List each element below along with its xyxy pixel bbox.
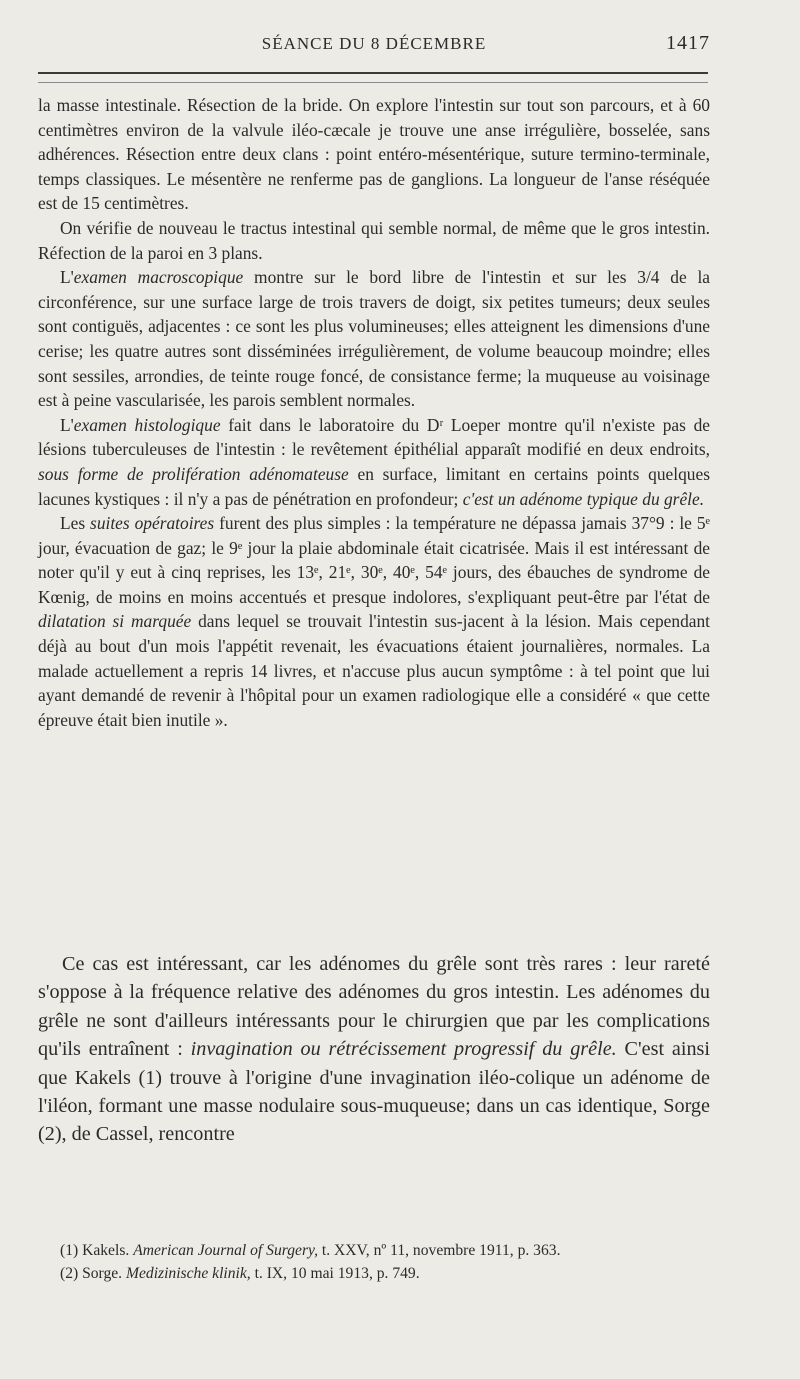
text-segment: montre sur le bord libre de l'intestin et sur les 3/4 de la circonférence, sur une surface large de trois travers de doigt, six petites tumeurs; deux seules sont contiguës, adjacentes : ce sont les plus volumineuses; elles atteignent les dimensions d'une cerise; les quatre autres sont disséminées irrégulièrement, de volume beaucoup moindre; elles sont sessiles, arrondies, de teinte rouge foncé, de consistance ferme; la muqueuse au voisinage est à peine vascularisée, les parois semblent normales. — [38, 267, 711, 411]
text-segment: (2) Sorge. — [60, 1264, 126, 1282]
text-segment: la masse intestinale. Résection de la bride. On explore l'intestin sur tout son parcours, et à 60 centimètres environ de la valvule iléo-cæcale je trouve une anse irrégulière, bosselée, sans adhérences. Résection entre deux clans : point entéro-mésentérique, suture termino-terminale, temps classiques. Le mésentère ne renferme pas de ganglions. La longueur de l'anse réséquée est de 15 centimètres. — [38, 95, 710, 214]
paragraph — [38, 511, 710, 732]
text-segment: t. IX, 10 mai 1913, p. 749. — [250, 1264, 420, 1282]
paragraph — [38, 265, 710, 413]
commentary-text — [38, 950, 710, 1149]
footnote — [38, 1240, 710, 1263]
page-number: 1417 — [666, 32, 710, 54]
italic-segment: dilatation si marquée — [38, 611, 192, 632]
italic-segment: c'est un adénome typique du grêle. — [462, 488, 705, 509]
paragraph — [38, 216, 710, 265]
text-segment: On vérifie de nouveau le tractus intestinal qui semble normal, de même que le gros intestin. Réfection de la paroi en 3 plans. — [38, 217, 710, 263]
text-segment: t. XXV, nº 11, novembre 1911, p. 363. — [317, 1242, 561, 1259]
text-segment: dans lequel se trouvait l'intestin sus-jacent à la lésion. Mais cependant déjà au bout d'un mois l'appétit revenait, les évacuations étaient journalières, normales. La malade actuellement a repris 14 livres, et n'accuse plus aucun symptôme : à tel point que lui ayant demandé de revenir à l'hôpital pour un examen radiologique elle a considéré « que cette épreuve était bien inutile ». — [38, 611, 711, 730]
italic-segment: Medizinische klinik, — [125, 1264, 251, 1282]
running-head — [38, 34, 710, 60]
text-segment: fait dans le laboratoire du Dʳ Loeper montre qu'il n'existe pas de lésions tuberculeuses de l'intestin : le revêtement épithélial apparaît modifié en deux endroits, — [38, 414, 710, 460]
running-title: SÉANCE DU 8 DÉCEMBRE — [261, 34, 487, 53]
text-segment: L' — [60, 267, 74, 288]
paragraph — [38, 93, 710, 216]
commentary-paragraph — [38, 950, 710, 1149]
italic-segment: invagination ou rétrécissement progressif du grêle. — [190, 1038, 617, 1061]
footnotes — [38, 1240, 710, 1285]
italic-segment: American Journal of Surgery, — [133, 1242, 318, 1259]
text-segment: en surface, limitant en certains points quelques lacunes kystiques : il n'y a pas de pénétration en profondeur; — [38, 463, 710, 509]
text-segment: (1) Kakels. — [60, 1242, 134, 1259]
text-segment: C'est ainsi que Kakels (1) trouve à l'origine d'une invagination iléo-colique un adénome de l'iléon, formant une masse nodulaire sous-muqueuse; dans un cas identique, Sorge (2), de Cassel, rencontre — [38, 1038, 711, 1146]
footnote — [38, 1263, 710, 1286]
header-rule-thin — [38, 82, 708, 83]
header-rule-thick — [38, 72, 708, 74]
italic-segment: suites opératoires — [90, 513, 215, 534]
text-segment: furent des plus simples : la température ne dépassa jamais 37°9 : le 5ᵉ jour, évacuation de gaz; le 9ᵉ jour la plaie abdominale était cicatrisée. Mais il est intéressant de noter qu'il y eut à cinq reprises, les 13ᵉ, 21ᵉ, 30ᵉ, 40ᵉ, 54ᵉ jours, des ébauches de syndrome de Kœnig, de moins en moins accentués et presque indolores, s'expliquant peut-être par l'état de — [38, 513, 710, 607]
italic-segment: examen histologique — [73, 414, 221, 435]
italic-segment: sous forme de prolifération adénomateuse — [38, 463, 349, 484]
italic-segment: examen macroscopique — [73, 267, 244, 288]
paragraph — [38, 413, 710, 511]
text-segment: Les — [60, 513, 91, 534]
body-text — [38, 93, 710, 732]
text-segment: Ce cas est intéressant, car les adénomes du grêle sont très rares : leur rareté s'oppose à la fréquence relative des adénomes du gros intestin. Les adénomes du grêle ne sont d'ailleurs intéressants pour le chirurgien que par les complications qu'ils entraînent : — [38, 953, 710, 1061]
text-segment: L' — [60, 414, 74, 435]
